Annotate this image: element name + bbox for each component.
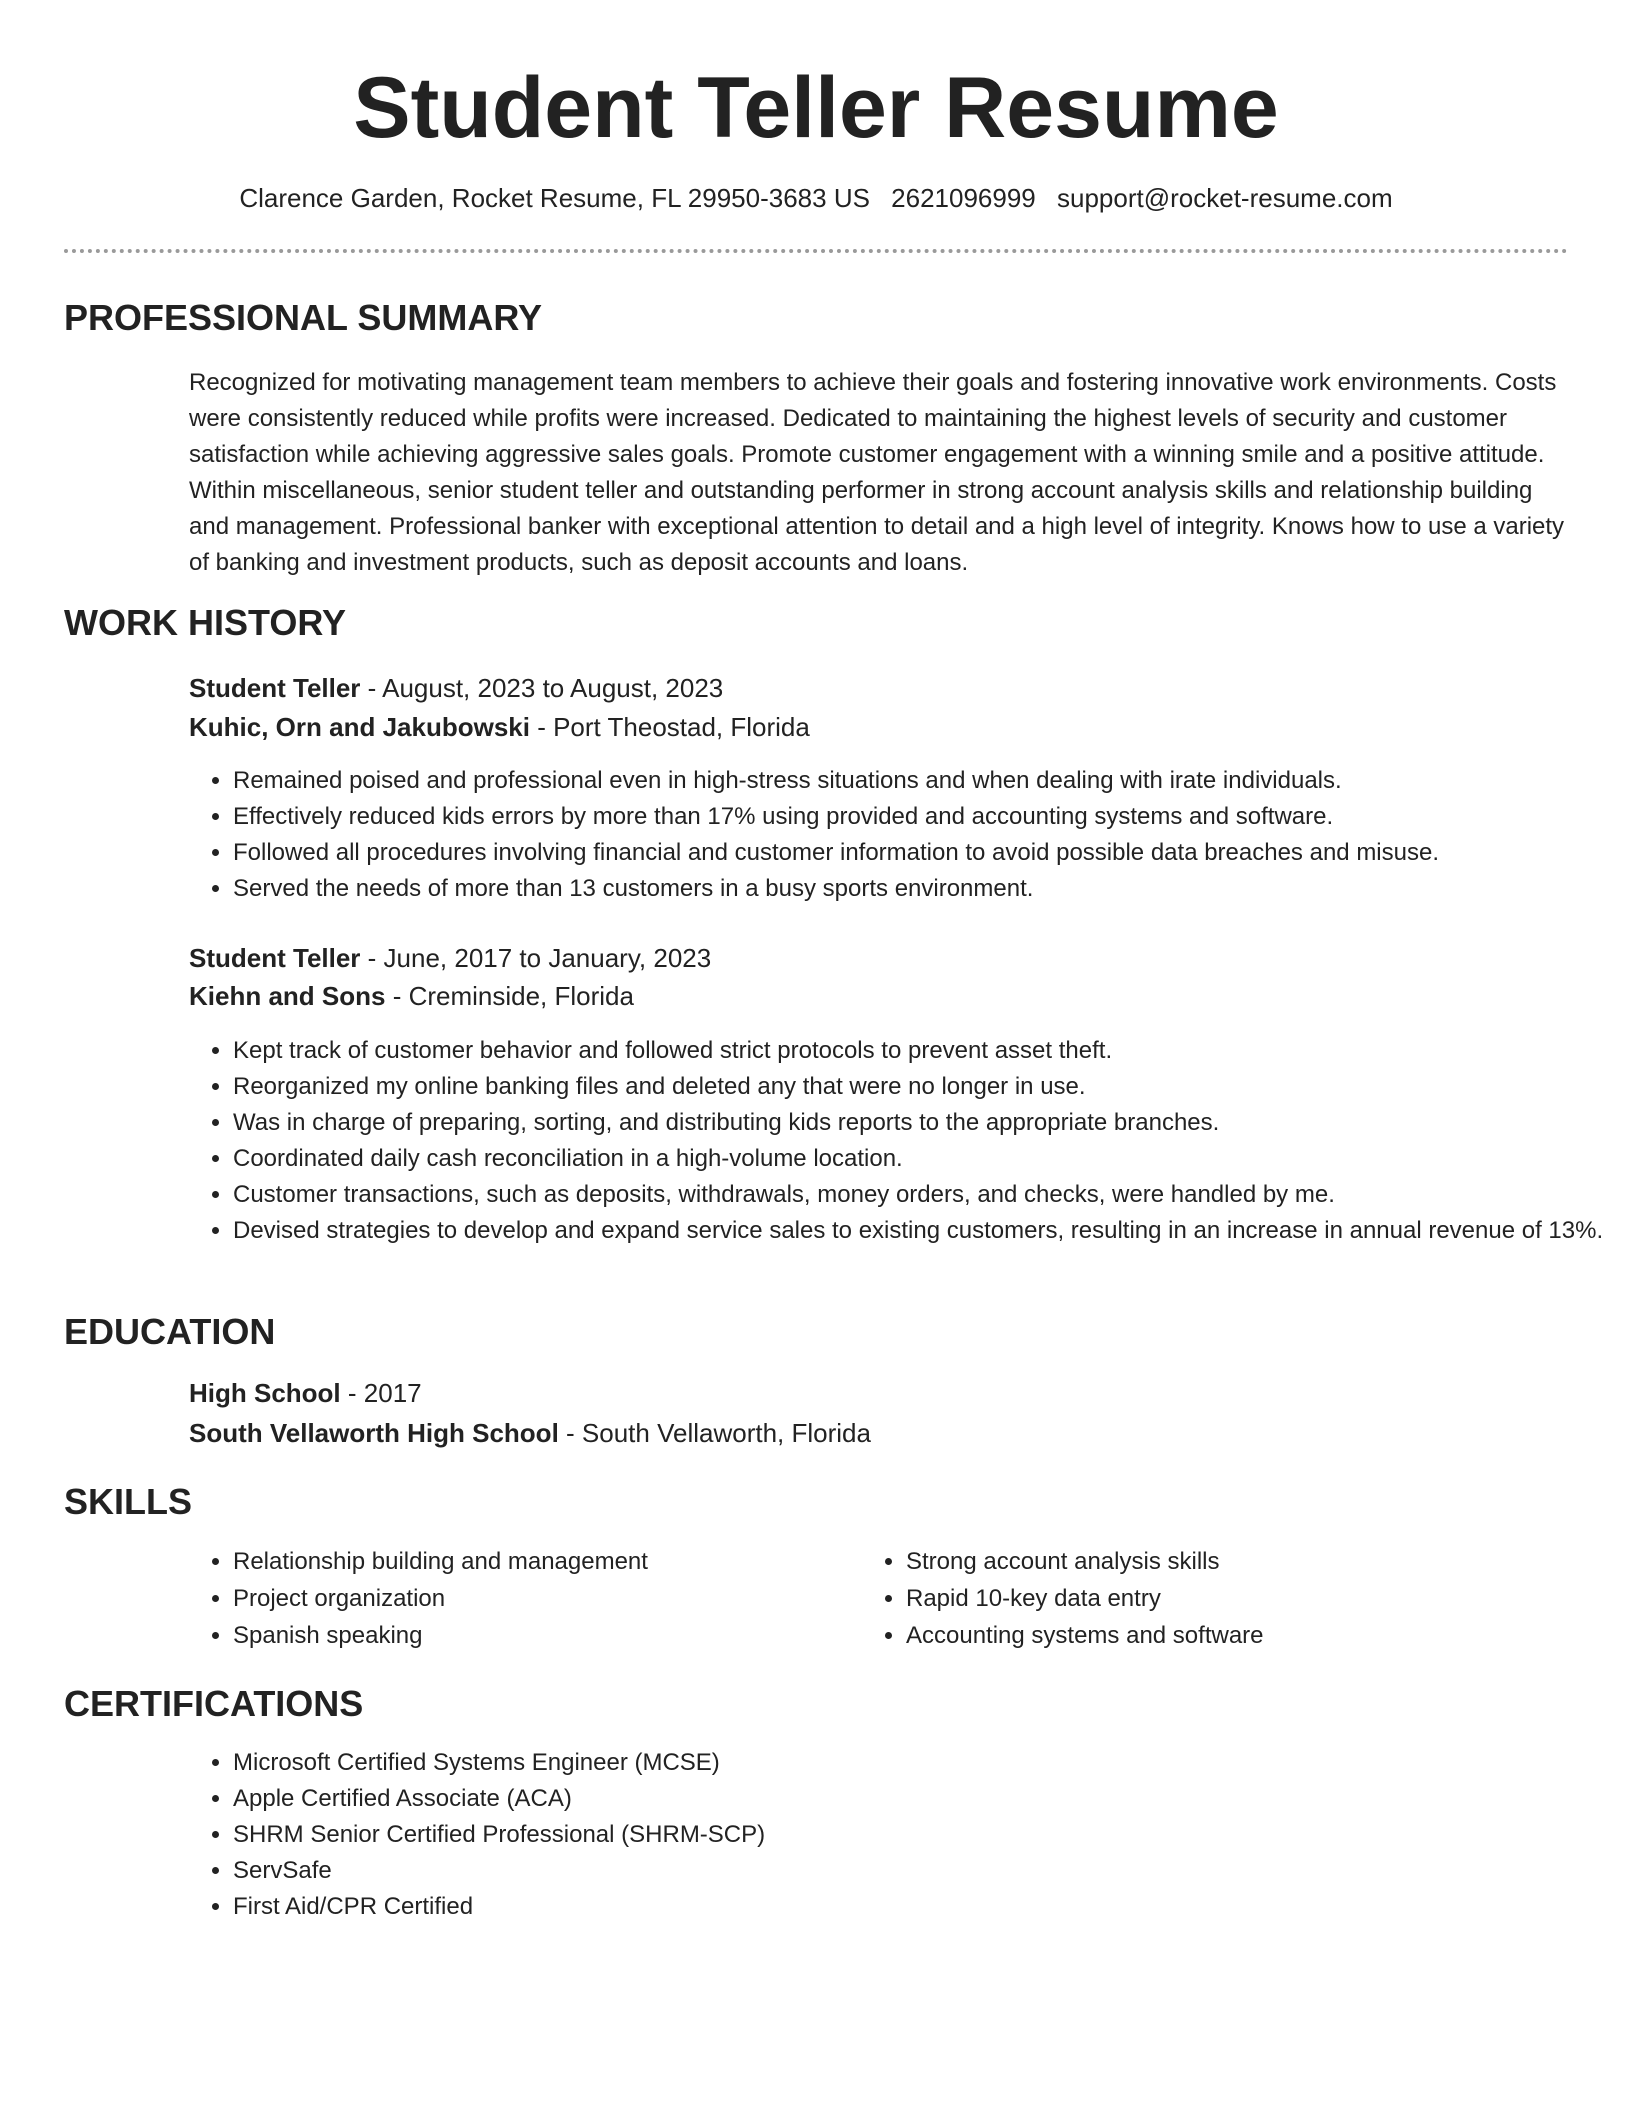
job-1-title: Student Teller	[189, 673, 361, 703]
list-item: • Project organization	[233, 1580, 853, 1617]
list-item: • SHRM Senior Certified Professional (SHRM-SCP)	[233, 1817, 1613, 1853]
job-2-dates: - June, 2017 to January, 2023	[360, 943, 712, 973]
job-2-location: - Creminside, Florida	[385, 981, 634, 1011]
job-2-title-line	[189, 940, 711, 976]
education-heading: EDUCATION	[64, 1311, 276, 1352]
list-item: • Was in charge of preparing, sorting, and distributing kids reports to the appropriate branches.	[233, 1105, 1613, 1141]
education-year: - 2017	[340, 1378, 422, 1408]
job-1-title-line	[189, 670, 723, 706]
education-degree: High School	[189, 1378, 341, 1408]
list-item: • Coordinated daily cash reconciliation in a high-volume location.	[233, 1141, 1613, 1177]
list-item: • Devised strategies to develop and expand service sales to existing customers, resulting in an increase in annual revenue of 13%.	[233, 1213, 1613, 1249]
job-2-company-line	[189, 978, 634, 1014]
education-school-line	[189, 1415, 871, 1451]
list-item: • Relationship building and management	[233, 1543, 853, 1580]
education-degree-line	[189, 1375, 422, 1411]
list-item: • Strong account analysis skills	[906, 1543, 1606, 1580]
certifications-heading: CERTIFICATIONS	[64, 1683, 364, 1724]
contact-address: Clarence Garden, Rocket Resume, FL 29950-3683 US	[239, 183, 870, 213]
job-1-company: Kuhic, Orn and Jakubowski	[189, 712, 530, 742]
list-item: • Remained poised and professional even in high-stress situations and when dealing with irate individuals.	[233, 763, 1613, 799]
contact-email: support@rocket-resume.com	[1057, 183, 1393, 213]
list-item: • Customer transactions, such as deposits, withdrawals, money orders, and checks, were handled by me.	[233, 1177, 1613, 1213]
skills-right-list	[862, 1543, 1606, 1654]
contact-phone: 2621096999	[891, 183, 1036, 213]
list-item: • First Aid/CPR Certified	[233, 1889, 1613, 1925]
list-item: • Spanish speaking	[233, 1617, 853, 1654]
education-location: - South Vellaworth, Florida	[558, 1418, 871, 1448]
job-2-company: Kiehn and Sons	[189, 981, 386, 1011]
job-1-dates: - August, 2023 to August, 2023	[360, 673, 724, 703]
work-history-heading: WORK HISTORY	[64, 602, 347, 643]
contact-line	[0, 180, 1632, 216]
list-item: • Reorganized my online banking files and deleted any that were no longer in use.	[233, 1069, 1613, 1105]
list-item: • Accounting systems and software	[906, 1617, 1606, 1654]
resume-title: Student Teller Resume	[353, 60, 1279, 156]
header-divider	[64, 249, 1568, 253]
job-2-bullets	[189, 1033, 1613, 1249]
job-1-company-line	[189, 709, 810, 745]
summary-text: Recognized for motivating management team members to achieve their goals and fostering innovative work environments. Costs were consistently reduced while profits were increased. Dedicated to maintaining the highest levels of security and customer satisfaction while achieving aggressive sales goals. Promote customer engagement with a winning smile and a positive attitude. Within miscellaneous, senior student teller and outstanding performer in strong account analysis skills and relationship building and management. Professional banker with exceptional attention to detail and a high level of integrity. Knows how to use a variety of banking and investment products, such as deposit accounts and loans.	[189, 369, 1565, 576]
list-item: • Apple Certified Associate (ACA)	[233, 1781, 1613, 1817]
list-item: • Microsoft Certified Systems Engineer (MCSE)	[233, 1745, 1613, 1781]
list-item: • Rapid 10-key data entry	[906, 1580, 1606, 1617]
list-item: • ServSafe	[233, 1853, 1613, 1889]
certifications-list	[189, 1745, 1613, 1925]
list-item: • Served the needs of more than 13 customers in a busy sports environment.	[233, 871, 1613, 907]
list-item: • Followed all procedures involving financial and customer information to avoid possible data breaches and misuse.	[233, 835, 1613, 871]
skills-left-list	[189, 1543, 853, 1654]
summary-heading: PROFESSIONAL SUMMARY	[64, 297, 543, 338]
list-item: • Effectively reduced kids errors by more than 17% using provided and accounting systems and software.	[233, 799, 1613, 835]
list-item: • Kept track of customer behavior and followed strict protocols to prevent asset theft.	[233, 1033, 1613, 1069]
job-1-location: - Port Theostad, Florida	[529, 712, 810, 742]
job-1-bullets	[189, 763, 1613, 907]
job-2-title: Student Teller	[189, 943, 361, 973]
skills-heading: SKILLS	[64, 1481, 193, 1522]
education-school: South Vellaworth High School	[189, 1418, 559, 1448]
